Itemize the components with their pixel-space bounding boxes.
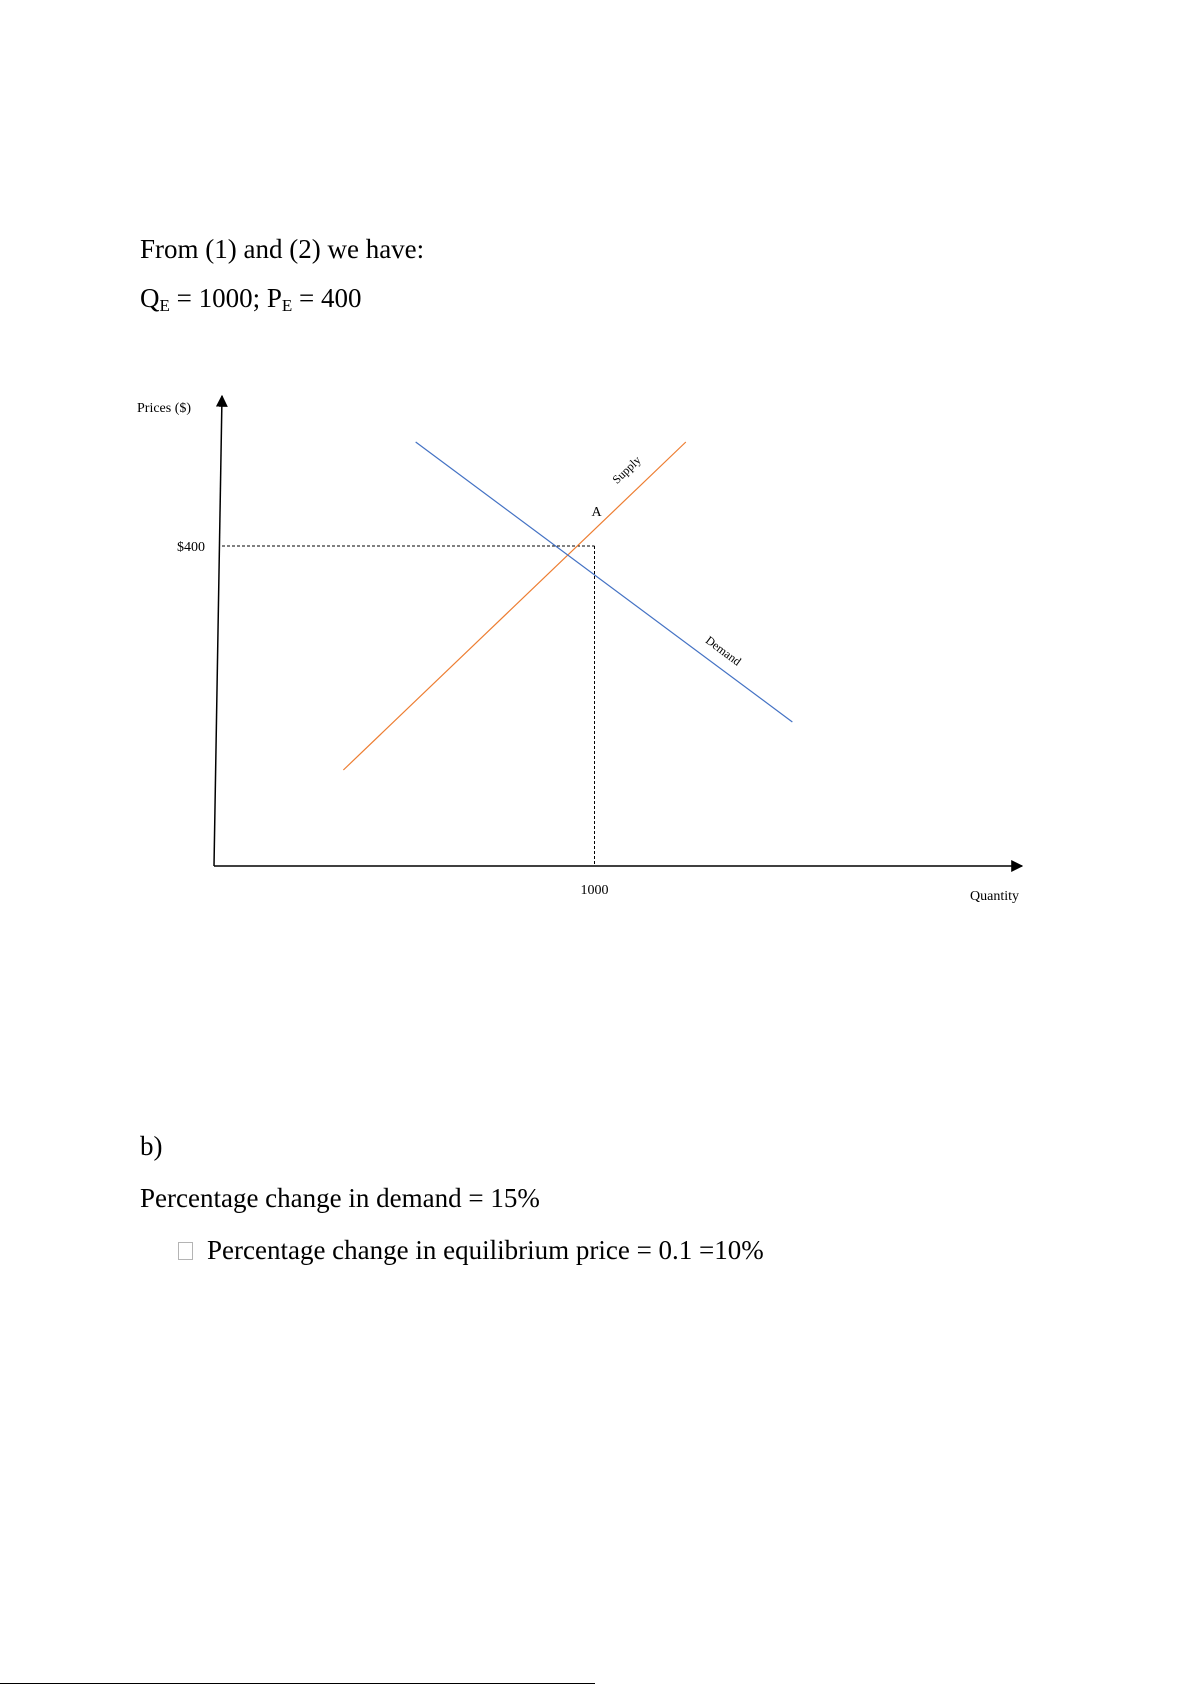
q-symbol: Q [140,283,160,313]
p-subscript: E [281,296,293,315]
supply-label: Supply [609,452,644,487]
p-value: = 400 [292,283,362,313]
intro-text: From (1) and (2) we have: [140,234,425,264]
supply-curve [343,442,685,770]
demand-change-text: Percentage change in demand = 15% [140,1183,540,1213]
checkbox-glyph-icon [178,1242,193,1260]
equilibrium-point-label: A [591,505,602,520]
price-change-item [178,1235,764,1266]
q-value: = 1000; [169,283,267,313]
demand-curve [416,442,793,722]
q-subscript: E [159,296,170,315]
y-axis [214,396,222,866]
x-axis-label: Quantity [970,889,1019,904]
price-change-text: Percentage change in equilibrium price = 0.1 =10% [207,1235,764,1265]
p-symbol: P [266,283,282,313]
demand-label: Demand [702,633,744,669]
part-b-label: b) [140,1131,163,1161]
footnote-separator [0,1683,595,1684]
equilibrium-price-tick: $400 [177,540,205,555]
y-axis-label: Prices ($) [137,401,192,416]
equilibrium-quantity-tick: 1000 [580,883,609,898]
